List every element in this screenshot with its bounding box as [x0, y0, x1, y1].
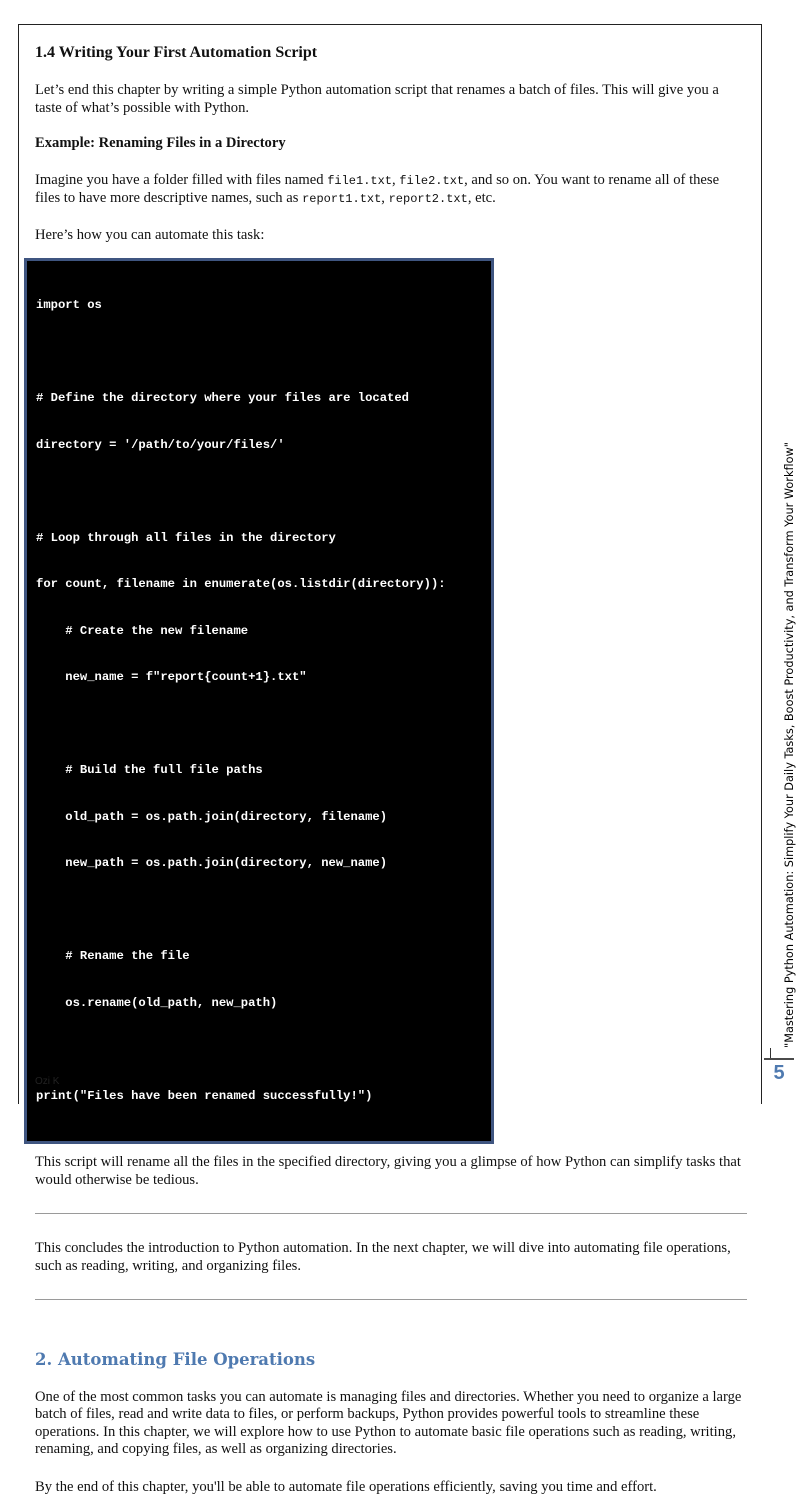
page-number: 5	[764, 1058, 794, 1085]
code-line: new_name = f"report{count+1}.txt"	[36, 670, 482, 686]
imagine-prefix: Imagine you have a folder filled with files named	[35, 172, 327, 188]
code-line	[36, 484, 482, 500]
code-line: # Loop through all files in the directory	[36, 531, 482, 547]
inline-code-report1: report1.txt	[302, 192, 381, 206]
code-line: # Create the new filename	[36, 624, 482, 640]
running-book-title: "Mastering Python Automation: Simplify Your Daily Tasks, Boost Productivity, and Transform Your Workflow"	[783, 442, 796, 1048]
page-number-divider	[770, 1048, 771, 1058]
conclusion-paragraph: This concludes the introduction to Python automation. In the next chapter, we will dive into automating file operations, such as reading, writing, and organizing files.	[35, 1240, 747, 1275]
code-line	[36, 903, 482, 919]
inline-code-file1: file1.txt	[327, 174, 392, 188]
footer-author: Ozi K	[35, 1076, 59, 1087]
imagine-mid: , and so on. You want to rename all of these files to have more descriptive names, such as	[35, 172, 719, 207]
example-heading: Example: Renaming Files in a Directory	[35, 135, 747, 153]
imagine-paragraph	[35, 172, 747, 209]
imagine-suffix: , etc.	[468, 190, 496, 206]
code-line: new_path = os.path.join(directory, new_name)	[36, 856, 482, 872]
inline-code-report2: report2.txt	[389, 192, 468, 206]
code-line: old_path = os.path.join(directory, filename)	[36, 810, 482, 826]
code-line	[36, 1042, 482, 1058]
howto-paragraph: Here’s how you can automate this task:	[35, 227, 747, 245]
code-line	[36, 717, 482, 733]
chapter-paragraph-2: By the end of this chapter, you'll be able to automate file operations efficiently, saving you time and effort.	[35, 1479, 747, 1496]
code-line: directory = '/path/to/your/files/'	[36, 438, 482, 454]
code-block	[24, 258, 494, 1144]
code-line: # Define the directory where your files are located	[36, 391, 482, 407]
code-line: import os	[36, 298, 482, 314]
code-line: # Build the full file paths	[36, 763, 482, 779]
separator-1: ,	[392, 172, 399, 188]
separator-2: ,	[381, 190, 388, 206]
code-line: # Rename the file	[36, 949, 482, 965]
divider	[35, 1299, 747, 1300]
section-heading: 1.4 Writing Your First Automation Script	[35, 44, 747, 62]
page-content	[35, 44, 747, 1496]
code-line: print("Files have been renamed successfully!")	[36, 1089, 482, 1105]
chapter-paragraph-1: One of the most common tasks you can automate is managing files and directories. Whether you need to organize a large batch of files, read and write data to files, or perform backups, Python provides powerful tools to streamline these operations. In this chapter, we will explore how to use Python to automate basic file operations such as reading, writing, renaming, and copying files, as well as organizing directories.	[35, 1389, 747, 1459]
code-line: for count, filename in enumerate(os.listdir(directory)):	[36, 577, 482, 593]
chapter-heading: 2. Automating File Operations	[35, 1351, 747, 1369]
intro-paragraph: Let’s end this chapter by writing a simple Python automation script that renames a batch of files. This will give you a taste of what’s possible with Python.	[35, 82, 747, 117]
code-line: os.rename(old_path, new_path)	[36, 996, 482, 1012]
divider	[35, 1213, 747, 1214]
after-code-paragraph: This script will rename all the files in the specified directory, giving you a glimpse of how Python can simplify tasks that would otherwise be tedious.	[35, 1154, 747, 1189]
inline-code-file2: file2.txt	[399, 174, 464, 188]
code-line	[36, 345, 482, 361]
